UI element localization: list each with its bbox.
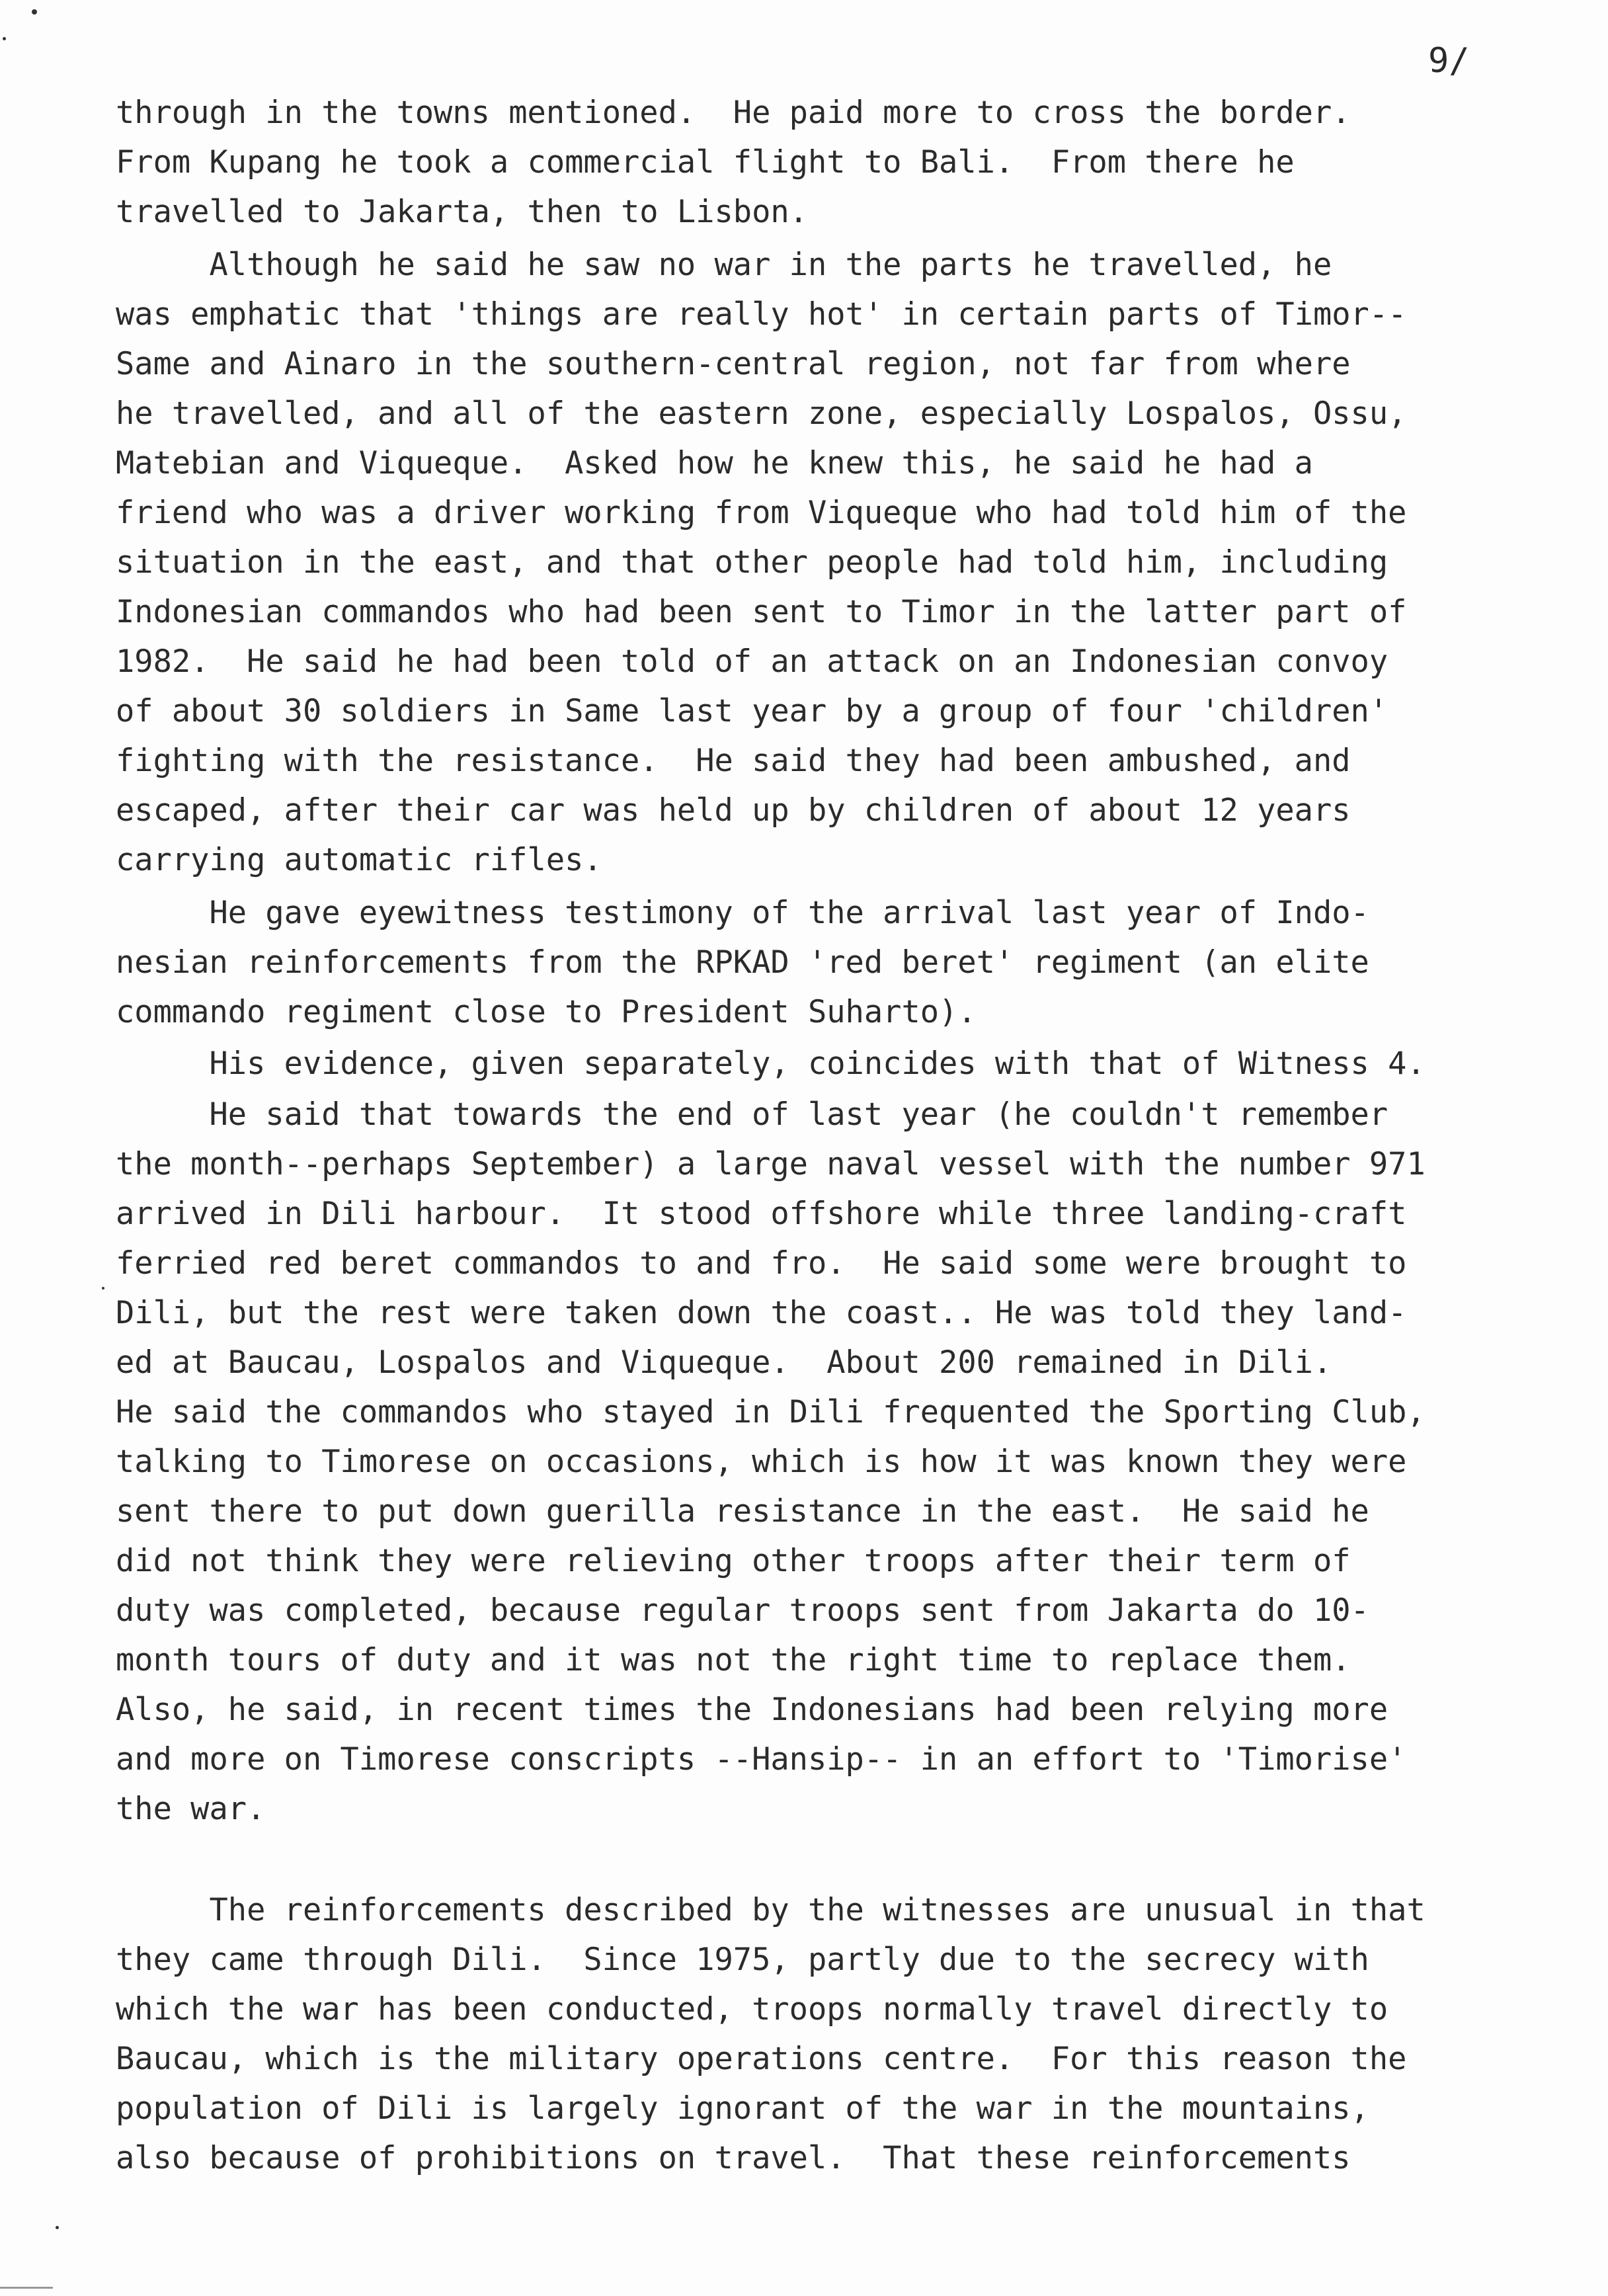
text-line: situation in the east, and that other people had told him, including (116, 544, 1388, 581)
text-line: ed at Baucau, Lospalos and Viqueque. About 200 remained in Dili. (116, 1344, 1332, 1381)
text-line: Although he said he saw no war in the parts he travelled, he (116, 247, 1332, 283)
text-line: the month--perhaps September) a large naval vessel with the number 971 (116, 1146, 1426, 1182)
page-number: 9/ (1428, 41, 1470, 81)
text-line: Matebian and Viqueque. Asked how he knew this, he said he had a (116, 445, 1313, 481)
text-line: The reinforcements described by the witnesses are unusual in that (116, 1892, 1426, 1928)
text-line: nesian reinforcements from the RPKAD 'red beret' regiment (an elite (116, 944, 1369, 981)
text-line: was emphatic that 'things are really hot' in certain parts of Timor-- (116, 296, 1407, 333)
text-line: commando regiment close to President Suharto). (116, 994, 977, 1030)
text-line: through in the towns mentioned. He paid more to cross the border. (116, 95, 1351, 131)
scan-speck (3, 37, 6, 40)
text-line: He said that towards the end of last year (he couldn't remember (116, 1096, 1388, 1133)
text-line: Indonesian commandos who had been sent to Timor in the latter part of (116, 594, 1407, 630)
scan-speck (56, 2226, 59, 2229)
text-line: he travelled, and all of the eastern zone, especially Lospalos, Ossu, (116, 395, 1407, 432)
text-line: His evidence, given separately, coincides with that of Witness 4. (116, 1046, 1426, 1082)
text-line: population of Dili is largely ignorant of the war in the mountains, (116, 2090, 1369, 2127)
text-line: Baucau, which is the military operations centre. For this reason the (116, 2041, 1407, 2077)
text-line: sent there to put down guerilla resistance in the east. He said he (116, 1493, 1369, 1530)
scan-speck (32, 9, 37, 15)
text-line: friend who was a driver working from Viqueque who had told him of the (116, 495, 1407, 531)
text-line: 1982. He said he had been told of an attack on an Indonesian convoy (116, 643, 1388, 680)
text-line (116, 1838, 1557, 1879)
text-line: duty was completed, because regular troops sent from Jakarta do 10- (116, 1592, 1369, 1629)
text-line: Also, he said, in recent times the Indonesians had been relying more (116, 1692, 1388, 1728)
text-line: month tours of duty and it was not the right time to replace them. (116, 1642, 1351, 1678)
text-line: carrying automatic rifles. (116, 842, 602, 878)
text-line: did not think they were relieving other troops after their term of (116, 1543, 1351, 1579)
text-line: the war. (116, 1791, 266, 1827)
text-line: and more on Timorese conscripts --Hansip-- in an effort to 'Timorise' (116, 1741, 1407, 1778)
text-line: they came through Dili. Since 1975, partly due to the secrecy with (116, 1942, 1369, 1978)
text-line: He said the commandos who stayed in Dili frequented the Sporting Club, (116, 1394, 1426, 1430)
scan-speck (102, 1287, 104, 1290)
text-line: Dili, but the rest were taken down the coast.. He was told they land- (116, 1295, 1407, 1331)
text-line: arrived in Dili harbour. It stood offshore while three landing-craft (116, 1196, 1407, 1232)
text-line: of about 30 soldiers in Same last year by a group of four 'children' (116, 693, 1388, 729)
text-line: From Kupang he took a commercial flight to Bali. From there he (116, 144, 1295, 181)
text-line: also because of prohibitions on travel. That these reinforcements (116, 2140, 1351, 2176)
text-line: He gave eyewitness testimony of the arrival last year of Indo- (116, 895, 1369, 931)
text-line: ferried red beret commandos to and fro. He said some were brought to (116, 1245, 1407, 1282)
text-line: talking to Timorese on occasions, which is how it was known they were (116, 1444, 1407, 1480)
text-line: fighting with the resistance. He said they had been ambushed, and (116, 743, 1351, 779)
text-line: which the war has been conducted, troops normally travel directly to (116, 1991, 1388, 2028)
text-line: Same and Ainaro in the southern-central region, not far from where (116, 346, 1351, 382)
text-line: travelled to Jakarta, then to Lisbon. (116, 194, 808, 230)
scan-edge-mark (0, 2287, 53, 2289)
text-line: escaped, after their car was held up by children of about 12 years (116, 792, 1351, 829)
